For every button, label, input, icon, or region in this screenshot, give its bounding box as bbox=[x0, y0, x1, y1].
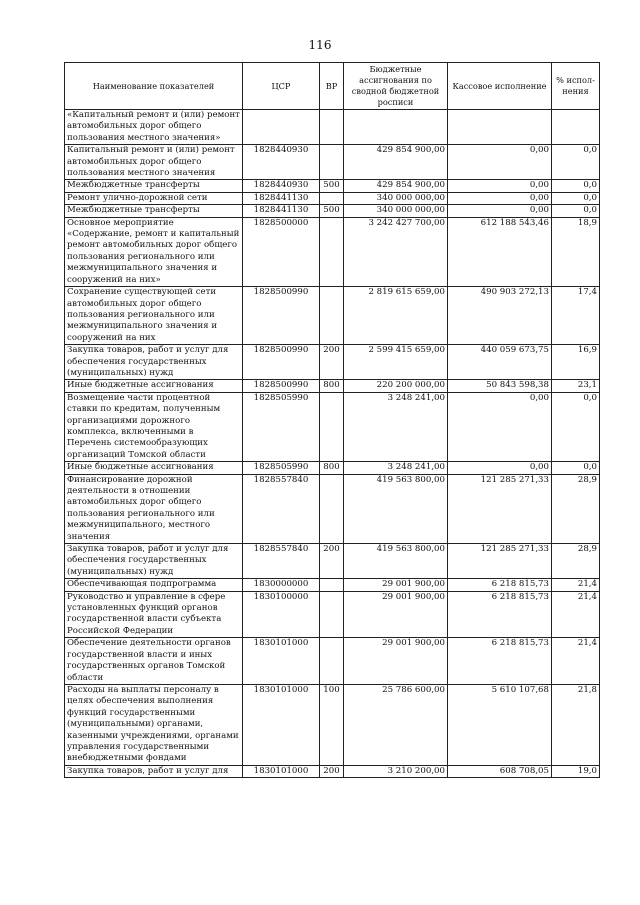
cell-vr: 500 bbox=[320, 180, 344, 192]
cell-csr: 1828557840 bbox=[243, 474, 320, 543]
cell-cash: 0,00 bbox=[448, 192, 552, 204]
cell-budget: 429 854 900,00 bbox=[344, 180, 448, 192]
header-cash: Кассовое исполнение bbox=[448, 63, 552, 110]
cell-vr: 200 bbox=[320, 765, 344, 777]
cell-csr: 1828441130 bbox=[243, 192, 320, 204]
cell-csr: 1830101000 bbox=[243, 638, 320, 685]
cell-cash: 608 708,05 bbox=[448, 765, 552, 777]
cell-csr bbox=[243, 110, 320, 145]
cell-pct: 0,0 bbox=[552, 205, 600, 217]
table-row bbox=[65, 765, 600, 777]
cell-budget: 3 248 241,00 bbox=[344, 462, 448, 474]
cell-name: Межбюджетные трансферты bbox=[65, 180, 243, 192]
cell-cash bbox=[448, 110, 552, 145]
cell-name: «Капитальный ремонт и (или) ремонт автомобильных дорог общего пользования местного значения» bbox=[65, 110, 243, 145]
budget-execution-table bbox=[64, 62, 600, 778]
cell-vr bbox=[320, 591, 344, 638]
cell-cash: 6 218 815,73 bbox=[448, 579, 552, 591]
table-row bbox=[65, 638, 600, 685]
cell-cash: 50 843 598,38 bbox=[448, 380, 552, 392]
cell-name: Расходы на выплаты персоналу в целях обеспечения выполнения функций государственными (муниципальными) органами, казенными учреждениями, органами управления государственными внебюджетными фондами bbox=[65, 684, 243, 765]
cell-name: Руководство и управление в сфере установленных функций органов государственной власти субъекта Российской Федерации bbox=[65, 591, 243, 638]
cell-budget: 340 000 000,00 bbox=[344, 192, 448, 204]
cell-budget: 3 248 241,00 bbox=[344, 392, 448, 461]
cell-csr: 1830101000 bbox=[243, 684, 320, 765]
cell-pct: 23,1 bbox=[552, 380, 600, 392]
table-body bbox=[65, 110, 600, 778]
cell-vr bbox=[320, 474, 344, 543]
cell-cash: 440 059 673,75 bbox=[448, 345, 552, 380]
cell-csr: 1828500000 bbox=[243, 217, 320, 286]
cell-budget: 29 001 900,00 bbox=[344, 591, 448, 638]
cell-csr: 1828557840 bbox=[243, 544, 320, 579]
header-pct: % испол-нения bbox=[552, 63, 600, 110]
table-row bbox=[65, 579, 600, 591]
cell-vr: 500 bbox=[320, 205, 344, 217]
cell-vr bbox=[320, 217, 344, 286]
cell-cash: 490 903 272,13 bbox=[448, 287, 552, 345]
table-row bbox=[65, 380, 600, 392]
cell-csr: 1828440930 bbox=[243, 180, 320, 192]
cell-name: Основное мероприятие «Содержание, ремонт и капитальный ремонт автомобильных дорог общего пользования регионального или межмуниципального значения и сооружений на них» bbox=[65, 217, 243, 286]
table-row bbox=[65, 145, 600, 180]
table-row bbox=[65, 180, 600, 192]
cell-pct: 0,0 bbox=[552, 180, 600, 192]
cell-csr: 1828500990 bbox=[243, 380, 320, 392]
cell-pct: 21,8 bbox=[552, 684, 600, 765]
cell-cash: 5 610 107,68 bbox=[448, 684, 552, 765]
table-row bbox=[65, 462, 600, 474]
cell-csr: 1830000000 bbox=[243, 579, 320, 591]
cell-budget: 29 001 900,00 bbox=[344, 579, 448, 591]
cell-budget: 429 854 900,00 bbox=[344, 145, 448, 180]
cell-cash: 0,00 bbox=[448, 205, 552, 217]
cell-csr: 1830101000 bbox=[243, 765, 320, 777]
cell-pct: 19,0 bbox=[552, 765, 600, 777]
table-row bbox=[65, 392, 600, 461]
cell-budget: 419 563 800,00 bbox=[344, 474, 448, 543]
cell-name: Межбюджетные трансферты bbox=[65, 205, 243, 217]
cell-name: Иные бюджетные ассигнования bbox=[65, 380, 243, 392]
cell-vr: 200 bbox=[320, 345, 344, 380]
cell-csr: 1828440930 bbox=[243, 145, 320, 180]
cell-vr: 100 bbox=[320, 684, 344, 765]
cell-vr bbox=[320, 392, 344, 461]
header-vr: ВР bbox=[320, 63, 344, 110]
cell-csr: 1828505990 bbox=[243, 462, 320, 474]
table-row bbox=[65, 684, 600, 765]
cell-pct: 28,9 bbox=[552, 544, 600, 579]
cell-csr: 1828500990 bbox=[243, 287, 320, 345]
cell-cash: 6 218 815,73 bbox=[448, 591, 552, 638]
cell-csr: 1828500990 bbox=[243, 345, 320, 380]
cell-vr bbox=[320, 145, 344, 180]
cell-csr: 1828505990 bbox=[243, 392, 320, 461]
table-row bbox=[65, 217, 600, 286]
cell-pct: 21,4 bbox=[552, 591, 600, 638]
cell-pct bbox=[552, 110, 600, 145]
cell-cash: 0,00 bbox=[448, 392, 552, 461]
table-row bbox=[65, 591, 600, 638]
cell-name: Ремонт улично-дорожной сети bbox=[65, 192, 243, 204]
cell-name: Финансирование дорожной деятельности в отношении автомобильных дорог общего пользования регионального или межмуниципального, местного значения bbox=[65, 474, 243, 543]
cell-pct: 0,0 bbox=[552, 392, 600, 461]
cell-name: Капитальный ремонт и (или) ремонт автомобильных дорог общего пользования местного значения bbox=[65, 145, 243, 180]
cell-budget: 29 001 900,00 bbox=[344, 638, 448, 685]
cell-name: Обеспечивающая подпрограмма bbox=[65, 579, 243, 591]
table-row bbox=[65, 205, 600, 217]
table-header-row bbox=[65, 63, 600, 110]
cell-budget: 2 599 415 659,00 bbox=[344, 345, 448, 380]
cell-budget: 419 563 800,00 bbox=[344, 544, 448, 579]
cell-vr bbox=[320, 638, 344, 685]
cell-pct: 0,0 bbox=[552, 462, 600, 474]
cell-budget: 340 000 000,00 bbox=[344, 205, 448, 217]
cell-cash: 6 218 815,73 bbox=[448, 638, 552, 685]
cell-name: Сохранение существующей сети автомобильных дорог общего пользования регионального или межмуниципального значения и сооружений на них bbox=[65, 287, 243, 345]
cell-cash: 121 285 271,33 bbox=[448, 544, 552, 579]
cell-pct: 21,4 bbox=[552, 579, 600, 591]
header-name: Наименование показателей bbox=[65, 63, 243, 110]
cell-pct: 17,4 bbox=[552, 287, 600, 345]
cell-name: Возмещение части процентной ставки по кредитам, полученным организациями дорожного комплекса, включенными в Перечень системообразующих организаций Томской области bbox=[65, 392, 243, 461]
table-row bbox=[65, 110, 600, 145]
cell-budget: 220 200 000,00 bbox=[344, 380, 448, 392]
cell-cash: 0,00 bbox=[448, 180, 552, 192]
cell-vr bbox=[320, 287, 344, 345]
cell-pct: 21,4 bbox=[552, 638, 600, 685]
cell-pct: 16,9 bbox=[552, 345, 600, 380]
cell-budget: 3 242 427 700,00 bbox=[344, 217, 448, 286]
cell-cash: 0,00 bbox=[448, 145, 552, 180]
header-budget: Бюджетные ассигнования по сводной бюджетной росписи bbox=[344, 63, 448, 110]
cell-name: Закупка товаров, работ и услуг для обеспечения государственных (муниципальных) нужд bbox=[65, 544, 243, 579]
cell-budget: 2 819 615 659,00 bbox=[344, 287, 448, 345]
cell-budget: 25 786 600,00 bbox=[344, 684, 448, 765]
cell-vr bbox=[320, 110, 344, 145]
cell-name: Закупка товаров, работ и услуг для обеспечения государственных (муниципальных) нужд bbox=[65, 345, 243, 380]
cell-budget bbox=[344, 110, 448, 145]
cell-vr bbox=[320, 192, 344, 204]
cell-vr bbox=[320, 579, 344, 591]
table-row bbox=[65, 345, 600, 380]
cell-cash: 121 285 271,33 bbox=[448, 474, 552, 543]
header-csr: ЦСР bbox=[243, 63, 320, 110]
cell-pct: 0,0 bbox=[552, 145, 600, 180]
cell-pct: 0,0 bbox=[552, 192, 600, 204]
table-row bbox=[65, 192, 600, 204]
cell-pct: 18,9 bbox=[552, 217, 600, 286]
cell-csr: 1828441130 bbox=[243, 205, 320, 217]
cell-cash: 0,00 bbox=[448, 462, 552, 474]
cell-csr: 1830100000 bbox=[243, 591, 320, 638]
cell-name: Закупка товаров, работ и услуг для bbox=[65, 765, 243, 777]
page-number: 116 bbox=[308, 38, 332, 52]
table-row bbox=[65, 474, 600, 543]
cell-name: Обеспечение деятельности органов государственной власти и иных государственных органов Томской области bbox=[65, 638, 243, 685]
cell-vr: 800 bbox=[320, 380, 344, 392]
table-row bbox=[65, 544, 600, 579]
table-row bbox=[65, 287, 600, 345]
cell-budget: 3 210 200,00 bbox=[344, 765, 448, 777]
cell-cash: 612 188 543,46 bbox=[448, 217, 552, 286]
cell-vr: 800 bbox=[320, 462, 344, 474]
cell-name: Иные бюджетные ассигнования bbox=[65, 462, 243, 474]
cell-vr: 200 bbox=[320, 544, 344, 579]
cell-pct: 28,9 bbox=[552, 474, 600, 543]
